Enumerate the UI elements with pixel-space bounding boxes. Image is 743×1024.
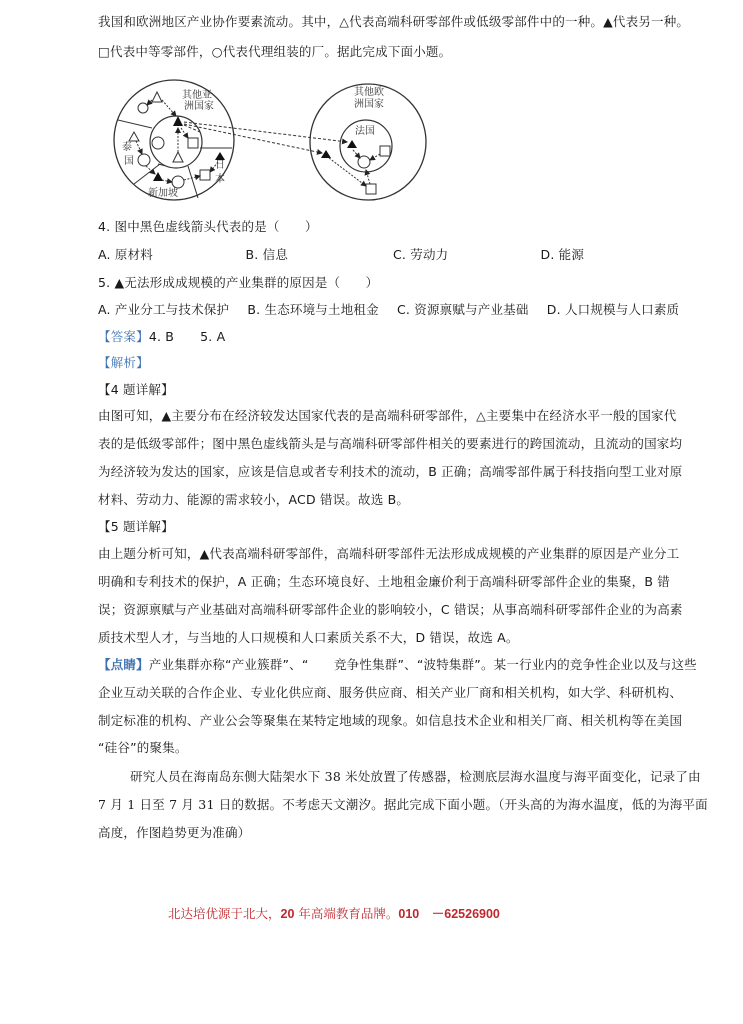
q5-options (98, 302, 688, 318)
footer-text-b: 20 (280, 907, 295, 921)
q4-option-b[interactable]: B. 信息 (245, 247, 289, 262)
answer-q5: 5. A (200, 329, 226, 344)
hollow-circle-icon (138, 103, 148, 113)
footer-brand (168, 904, 500, 922)
detail5-line: 明确和专利技术的保护，A 正确；生态环境良好、土地租金廉价利于高端科研零部件企业的集聚，B 错 (98, 574, 670, 589)
hollow-triangle-icon (152, 92, 162, 102)
next-intro-line: 7 月 1 日至 7 月 31 日的数据。不考虑天文潮汐。据此完成下面小题。（开头高的为海水温度，低的为海平面 (98, 797, 708, 812)
hollow-circle-icon (172, 176, 184, 188)
answer-row (98, 329, 688, 345)
q5-option-b[interactable]: B. 生态环境与土地租金 (247, 302, 379, 317)
q5-option-c[interactable]: C. 资源禀赋与产业基础 (397, 302, 529, 317)
tip-line: 企业互动关联的合作企业、专业化供应商、服务供应商、相关产业厂商和相关机构，如大学、科研机构、 (98, 685, 683, 700)
solid-triangle-icon (321, 150, 331, 158)
label-france: 法国 (355, 126, 375, 137)
q5-stem: 5. ▲无法形成成规模的产业集群的原因是（ ） (98, 275, 379, 290)
next-intro-line: 高度，作图趋势更为准确） (98, 825, 251, 840)
detail5-line: 由上题分析可知，▲代表高端科研零部件，高端科研零部件无法形成成规模的产业集群的原因是产业分工 (98, 546, 680, 561)
q4-option-a[interactable]: A. 原材料 (98, 247, 153, 262)
detail4-line: 由图可知，▲主要分布在经济较发达国家代表的是高端科研零部件，△主要集中在经济水平一般的国家代 (98, 408, 677, 423)
tip-line: 制定标准的机构、产业公会等聚集在某特定地域的现象。如信息技术企业和相关厂商、相关机构等在美国 (98, 713, 683, 728)
solid-triangle-icon (347, 140, 357, 148)
hollow-circle-icon (358, 156, 370, 168)
label-other-europe-2: 洲国家 (354, 99, 384, 110)
hollow-circle-icon (152, 137, 164, 149)
label-other-asia-1: 其他亚 (182, 90, 212, 101)
detail4-heading: 【4 题详解】 (98, 382, 174, 397)
hollow-triangle-icon (129, 132, 139, 141)
q4-stem: 4. 图中黑色虚线箭头代表的是（ ） (98, 219, 318, 234)
detail4-line: 材料、劳动力、能源的需求较小，ACD 错误。故选 B。 (98, 492, 410, 507)
hollow-square-icon (380, 146, 390, 156)
q5-option-a[interactable]: A. 产业分工与技术保护 (98, 302, 230, 317)
detail5-heading: 【5 题详解】 (98, 519, 174, 534)
label-other-europe-1: 其他欧 (354, 87, 384, 98)
q4-option-d[interactable]: D. 能源 (540, 247, 585, 262)
tip-text: 产业集群亦称“产业簇群”、“ 竞争性集群”、“波特集群”。某一行业内的竞争性企业以及与这些 (148, 657, 697, 672)
detail5-line: 误；资源禀赋与产业基础对高端科研零部件企业的影响较小，C 错误；从事高端科研零部件企业的为高素 (98, 602, 683, 617)
answer-q4: 4. B (148, 329, 175, 344)
detail4-line: 为经济较为发达的国家，应该是信息或者专利技术的流动，B 正确；高端零部件属于科技指向型工业对原 (98, 464, 683, 479)
analysis-label: 【解析】 (98, 355, 149, 370)
solid-triangle-icon (215, 152, 225, 160)
tip-label: 【点睛】 (98, 657, 149, 672)
label-singapore: 新加坡 (148, 188, 178, 199)
footer-text-a: 北达培优源于北大， (168, 906, 281, 921)
label-japan-2: 本 (215, 174, 225, 185)
tip-line: “硅谷”的聚集。 (98, 740, 188, 755)
label-thailand-1: 泰 (122, 142, 132, 153)
detail4-line: 表的是低级零部件；图中黑色虚线箭头是与高端科研零部件相关的要素进行的跨国流动，且流动的国家均 (98, 436, 683, 451)
hollow-square-icon (200, 170, 210, 180)
hollow-square-icon (366, 184, 376, 194)
intro-line-1: 我国和欧洲地区产业协作要素流动。其中，△代表高端科研零部件或低级零部件中的一种。▲代表另一种。 (98, 14, 690, 29)
hollow-square-icon (188, 138, 198, 148)
solid-triangle-icon (173, 116, 183, 126)
footer-phone: 010 －62526900 (398, 907, 500, 921)
intro-line-2: □代表中等零部件，○代表代理组装的厂。据此完成下面小题。 (98, 44, 452, 59)
hollow-triangle-icon (173, 152, 183, 162)
tip-line-1 (98, 657, 697, 673)
next-intro-line: 研究人员在海南岛东侧大陆架水下 38 米处放置了传感器，检测底层海水温度与海平面变化，记录了由 (130, 769, 701, 784)
industry-flow-diagram (100, 78, 430, 204)
label-thailand-2: 国 (124, 156, 134, 167)
footer-text-c: 年高端教育品牌。 (294, 906, 399, 921)
label-japan-1: 日 (215, 160, 225, 171)
hollow-circle-icon (138, 154, 150, 166)
q4-options (98, 247, 688, 263)
label-other-asia-2: 洲国家 (184, 101, 214, 112)
q5-option-d[interactable]: D. 人口规模与人口素质 (546, 302, 680, 317)
q4-option-c[interactable]: C. 劳动力 (393, 247, 449, 262)
detail5-line: 质技术型人才，与当地的人口规模和人口素质关系不大，D 错误，故选 A。 (98, 630, 519, 645)
answer-label: 【答案】 (98, 329, 149, 344)
